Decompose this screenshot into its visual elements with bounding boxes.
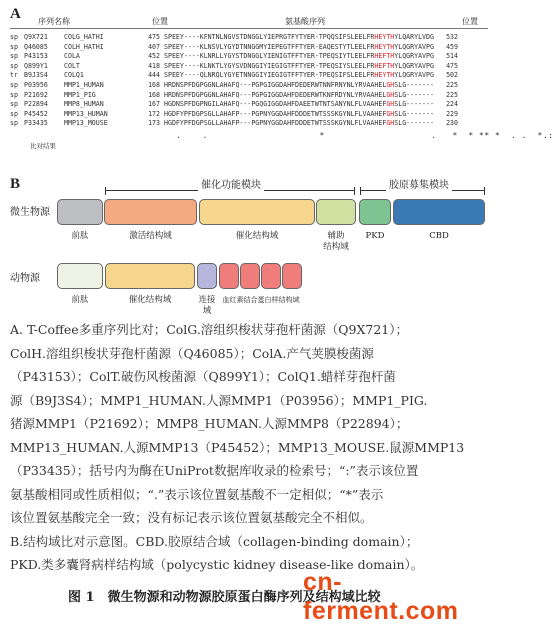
seq-pre: HRDNSPFDGPGGNLAHAFQ---PGPGIGGDAHFDEDERWTNNFRNYNLYRVAAHEL [164,80,387,89]
panel-a-letter: A [10,6,21,22]
seq-post: SLG------- [394,80,434,89]
alignment-row [10,110,458,120]
row-name: COLA [64,52,80,61]
microbe-label: 微生物源 [10,207,50,218]
row-db: sp [10,100,18,109]
row-name: COLH_HATHI [64,42,104,51]
seq-motif: HEYTH [374,71,395,80]
caption-line: B.结构域比对示意图。CBD.胶原结合域（collagen-binding domain）； [10,533,419,549]
row-db: sp [10,109,18,118]
row-start: 407 [148,42,160,51]
hemopexin-blade [282,263,302,289]
header-end: 位置 [462,17,478,26]
row-start: 418 [148,61,160,70]
row-end: 459 [446,42,458,51]
row-name: MMP13_HUMAN [64,109,108,118]
caption-line: MMP13_HUMAN.人源MMP13（P45452）；MMP13_MOUSE.鼠源MMP13 [10,439,465,455]
row-start: 475 [148,33,160,41]
consensus-label: 比对结果 [30,142,56,150]
row-start: 167 [148,100,160,109]
domain-segment [316,199,356,225]
row-sequence [164,119,434,129]
row-start: 172 [148,109,160,118]
hemopexin-blade [219,263,239,289]
row-end: 532 [446,33,458,41]
row-end: 475 [446,61,458,70]
seq-motif: HEFTH [374,52,395,61]
domain-label: 前肽 [71,295,89,305]
row-name: MMP13_MOUSE [64,119,108,128]
row-start: 444 [148,71,160,80]
row-accession: Q46085 [24,42,48,51]
row-accession: P22894 [24,100,48,109]
caption-line: A. T-Coffee多重序列比对；ColG.溶组织梭状芽孢杆菌源（Q9X721）； [10,322,408,337]
row-db: sp [10,33,18,41]
seq-pre: SPEEY----QLNRQLYGYETNNGGIYIEGIGTFFTYER-TPEQSIFSLEELFR [164,71,375,80]
row-name: MMP1_HUMAN [64,80,104,89]
seq-post: SLG------- [394,90,434,99]
domain-segment [105,263,195,289]
seq-pre: HGDFYPFDGPSGLLAHAFP---PGPNYGGDAHFDDDETWTSSSKGYNLFLVAAHEF [164,119,387,128]
row-accession: P21692 [24,90,48,99]
header-start: 位置 [152,17,168,26]
alignment-row [10,91,458,101]
row-start: 452 [148,52,160,61]
row-sequence [164,33,434,43]
seq-pre: HRDNSPFDGPGGNLAHAFQ---PGPGIGGDAHFDEDERWTKNFRDYNLYRVAAHEL [164,90,387,99]
panel-b-letter: B [10,176,21,192]
row-name: COLQ1 [64,71,84,80]
row-start: 173 [148,119,160,128]
seq-motif: HEYTH [374,33,395,41]
alignment-row [10,62,458,72]
header-rule [10,28,488,29]
domain-label: 前肽 [71,231,89,241]
caption-line: （P33435）；括号内为酶在UniProt数据库收录的检索号；“:”表示该位置 [10,463,419,478]
domain-label: CBD [429,231,449,241]
domain-segment [57,263,103,289]
row-sequence [164,110,434,120]
alignment-row [10,33,458,43]
row-db: sp [10,90,18,99]
seq-pre: HGDFYPFDGPSGLLAHAFP---PGPNYGGDAHFDDDETWTSSSKGYNLFLVAAHEF [164,109,387,118]
domain-segment [197,263,217,289]
seq-motif: GH [386,90,395,99]
seq-post: SLG------- [394,109,434,118]
seq-pre: SPEEY----KLNKTLYGYSVDNGGIYIEGIGTFFTYER-TPEQSIYSLEELFR [164,61,375,70]
row-end: 502 [446,71,458,80]
caption-line: （P43153）；ColT.破伤风梭菌源（Q899Y1）；ColQ1.蜡样芽孢杆菌 [10,369,396,384]
seq-post: SLG------- [394,100,434,109]
seq-motif: GH [386,119,395,128]
seq-post: YLQGRYAVPG [394,71,434,80]
domain-label: 催化结构域 [128,295,172,305]
seq-post: YLQGRYAVPG [394,42,434,51]
domain-label: 催化结构域 [235,231,279,241]
hemopexin-blade [261,263,281,289]
row-accession: Q899Y1 [24,61,48,70]
hemopexin-label: 血红素结合蛋白样结构域 [222,296,300,304]
domain-label: 激活结构域 [129,231,172,241]
seq-motif: GH [386,109,395,118]
alignment-row [10,100,458,110]
animal-label: 动物源 [10,273,40,284]
seq-pre: HGDNSPFDGPNGILAHAFQ---PGQGIGGDAHFDAEETWTNTSANYNLFLVAAHEF [164,100,387,109]
seq-motif: GH [386,80,395,89]
seq-pre: SPEEY----KLNRLLYGYSTDNGGLYIENIGTFFTYER-TPEQSIYTLEELFR [164,52,375,61]
row-sequence [164,62,434,72]
seq-pre: SPEEY----KFNTNLNGVSTDNGGLYIEPRGTFYTYER-TPQQSIFSLEELFR [164,33,375,41]
figure-title: 图 1 微生物源和动物源胶原蛋白酶序列及结构域比较 [68,590,381,605]
caption-line: ColH.溶组织梭状芽孢杆菌源（Q46085）；ColA.产气荚膜梭菌源 [10,345,374,361]
row-name: MMP8_HUMAN [64,100,104,109]
seq-post: YLQGRYAVPG [394,52,434,61]
header-name: 序列名称 [38,17,70,26]
row-end: 230 [446,119,458,128]
domain-segment [199,199,315,225]
row-accession: B9J3S4 [24,71,48,80]
seq-motif: HEYTH [374,42,395,51]
row-sequence [164,52,434,62]
caption-line: PKD.类多囊肾病样结构域（polycystic kidney disease-like domain）。 [10,557,424,572]
alignment-row [10,52,458,62]
row-start: 168 [148,80,160,89]
caption-line: 猪源MMP1（P21692）；MMP8_HUMAN.人源MMP8（P22894）； [10,416,409,431]
consensus-line: . . * . * * ** * . . *.: [176,131,553,140]
caption-line: 源（B9J3S4）；MMP1_HUMAN.人源MMP1（P03956）；MMP1_PIG. [10,392,428,408]
row-accession: P45452 [24,109,48,118]
row-end: 225 [446,90,458,99]
caption-line: 氨基酸相同或性质相似；“.”表示该位置氨基酸不一定相似；“*”表示 [10,486,384,502]
domain-segment [393,199,485,225]
row-name: MMP1_PIG [64,90,96,99]
alignment-table [10,33,458,129]
row-accession: P33435 [24,119,48,128]
row-end: 225 [446,80,458,89]
row-sequence [164,43,434,53]
header-seq: 氨基酸序列 [285,17,325,26]
alignment-row [10,119,458,129]
seq-motif: HEFTH [374,61,395,70]
row-sequence [164,71,434,81]
row-sequence [164,81,434,91]
alignment-row [10,43,458,53]
hemopexin-blade [240,263,260,289]
row-accession: P43153 [24,52,48,61]
watermark: cn-ferment.com [303,568,459,625]
row-db: sp [10,52,18,61]
alignment-row [10,71,458,81]
row-end: 229 [446,109,458,118]
seq-post: SLG------- [394,119,434,128]
row-db: sp [10,42,18,51]
seq-post: YLQGRYAVPG [394,61,434,70]
domain-label: PKD [365,231,385,241]
figure-caption [10,318,488,577]
domain-segment [57,199,103,225]
row-accession: Q9X721 [24,33,48,41]
domain-segment [359,199,391,225]
seq-post: YLQARYLVDG [394,33,434,41]
domain-segment [104,199,197,225]
row-end: 514 [446,52,458,61]
row-sequence [164,91,434,101]
row-db: sp [10,61,18,70]
row-start: 168 [148,90,160,99]
seq-pre: SPEEY----KLNSVLYGYDTNNGGMYIEPEGTFFTYER-EAQESTYTLEELFR [164,42,375,51]
row-end: 224 [446,100,458,109]
collagen-module-label: 胶原募集模块 [386,176,452,191]
domain-label: 辅助 结构域 [323,231,349,252]
domain-label: 连接域 [198,295,216,316]
row-db: tr [10,71,18,80]
alignment-row [10,81,458,91]
caption-line: 该位置氨基酸完全一致；没有标记表示该位置氨基酸完全不相似。 [10,510,373,525]
seq-motif: GH [386,100,395,109]
row-name: COLT [64,61,80,70]
catalytic-module-label: 催化功能模块 [198,176,264,191]
row-name: COLG_HATHI [64,33,104,41]
row-db: sp [10,119,18,128]
row-sequence [164,100,434,110]
row-db: sp [10,80,18,89]
row-accession: P03956 [24,80,48,89]
